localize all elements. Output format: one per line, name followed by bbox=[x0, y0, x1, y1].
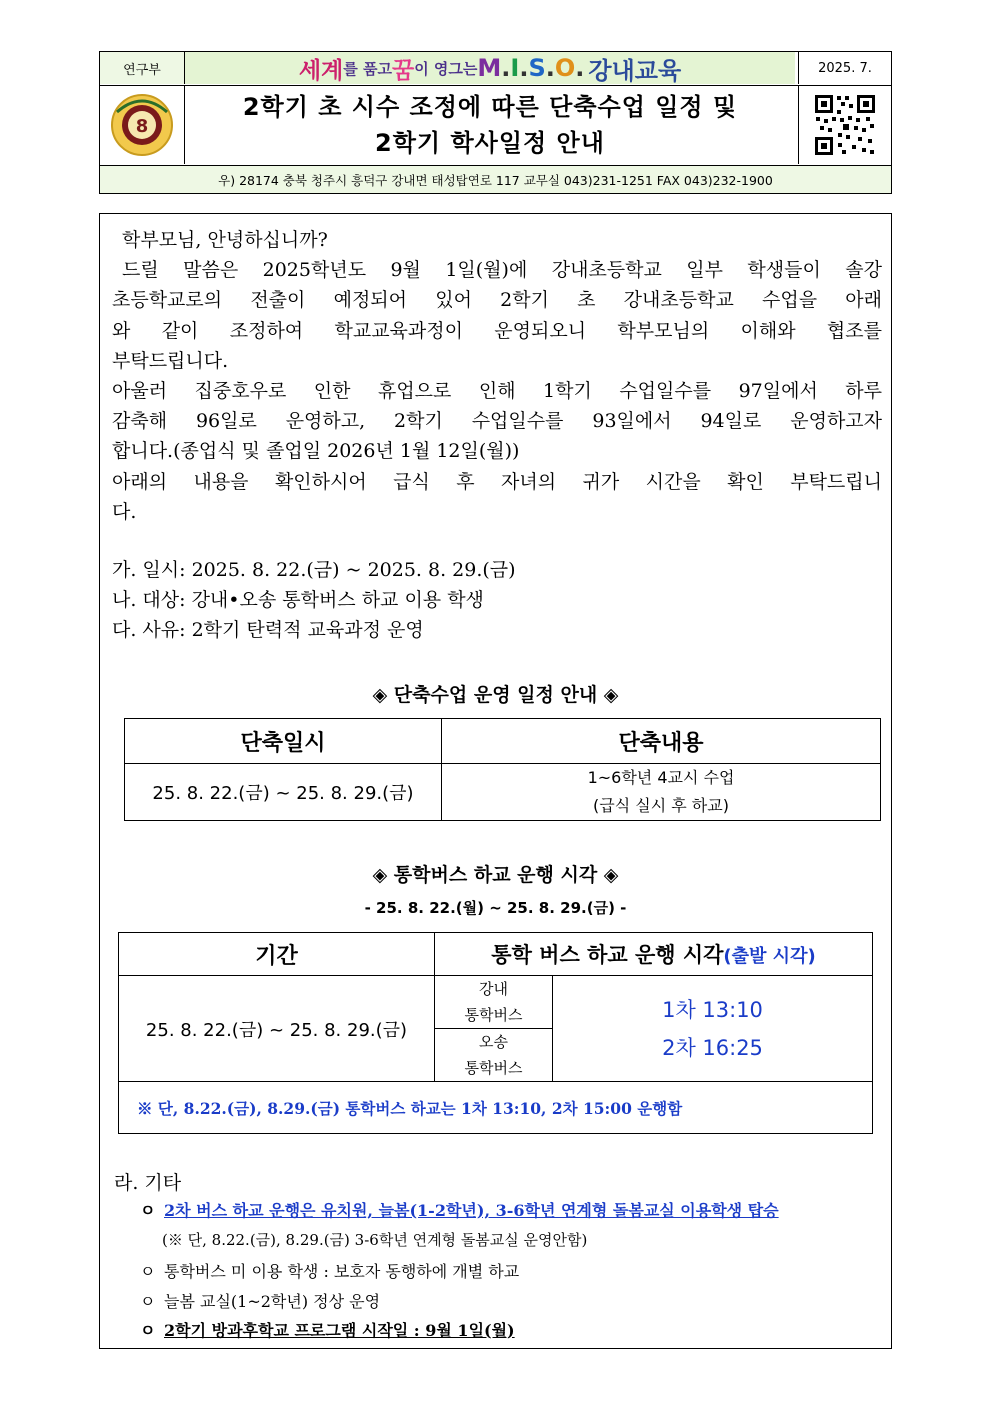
bus-note: ※ 단, 8.22.(금), 8.29.(금) 통학버스 하교는 1차 13:10, 2차 15:00 운행함 bbox=[119, 1082, 873, 1134]
letterhead bbox=[99, 51, 892, 194]
bus-time-second: 2차 16:25 bbox=[662, 1035, 763, 1060]
bus-route-osong bbox=[435, 1029, 553, 1082]
title-line-1: 2학기 초 시수 조정에 따른 단축수업 일정 및 bbox=[242, 93, 738, 121]
details-list bbox=[112, 555, 882, 646]
bus-table bbox=[118, 932, 873, 1134]
bullet-icon: ㅇ bbox=[140, 1262, 156, 1281]
bus-heading: ◈ 통학버스 하교 운행 시각 ◈ bbox=[372, 864, 619, 886]
schedule-col-date: 단축일시 bbox=[125, 719, 442, 764]
intro-line: 부탁드립니다. bbox=[112, 349, 229, 372]
etc-item-4 bbox=[140, 1318, 515, 1341]
slogan-dot: . bbox=[545, 54, 555, 82]
bus-route-label: 강내 bbox=[479, 980, 508, 998]
page-title bbox=[185, 86, 795, 164]
etc-heading: 라. 기타 bbox=[114, 1172, 182, 1194]
etc-item-text: 통학버스 미 이용 학생 : 보호자 동행하에 개별 하교 bbox=[164, 1262, 520, 1281]
letterhead-title-row bbox=[100, 86, 891, 166]
bus-subheading: - 25. 8. 22.(월) ~ 25. 8. 29.(금) - bbox=[364, 899, 627, 917]
etc-item-1 bbox=[140, 1198, 779, 1221]
intro-text bbox=[112, 225, 882, 527]
slogan-part: 강내교육 bbox=[588, 56, 682, 85]
schedule-heading: ◈ 단축수업 운영 일정 안내 ◈ bbox=[372, 684, 619, 706]
slogan-letter-o: O bbox=[554, 54, 576, 82]
bullet-icon: ㅇ bbox=[140, 1321, 156, 1340]
bus-route-label: 오송 bbox=[479, 1033, 508, 1051]
slogan-part: 꿈 bbox=[391, 57, 415, 84]
slogan-dot: . bbox=[519, 54, 529, 82]
slogan-letter-i: I bbox=[510, 54, 520, 82]
bullet-icon: ㅇ bbox=[140, 1201, 156, 1220]
bus-time-first: 1차 13:10 bbox=[662, 997, 763, 1022]
bus-col-time-main: 통학 버스 하교 운행 시각 bbox=[491, 943, 724, 967]
slogan-dot: . bbox=[575, 54, 585, 82]
bus-route-label: 통학버스 bbox=[464, 1006, 523, 1024]
intro-line: 다. bbox=[112, 500, 137, 523]
etc-item-text: 2학기 방과후학교 프로그램 시작일 : 9월 1일(월) bbox=[164, 1321, 515, 1340]
schedule-content bbox=[442, 764, 881, 821]
intro-line: 합니다.(종업식 및 졸업일 2026년 1월 12일(월)) bbox=[112, 440, 520, 463]
etc-item-text: 늘봄 교실(1~2학년) 정상 운영 bbox=[164, 1292, 381, 1311]
bus-period: 25. 8. 22.(금) ~ 25. 8. 29.(금) bbox=[119, 976, 435, 1082]
detail-reason: 다. 사유: 2학기 탄력적 교육과정 운영 bbox=[112, 619, 424, 642]
letterhead-top-row bbox=[100, 52, 891, 86]
intro-line: 감축해 96일로 운영하고, 2학기 수업일수를 93일에서 94일로 운영하고자 bbox=[112, 410, 882, 433]
greeting: 학부모님, 안녕하십니까? bbox=[122, 229, 328, 251]
slogan-letter-s: S bbox=[528, 54, 546, 82]
bus-col-period: 기간 bbox=[119, 933, 435, 976]
bus-route-label: 통학버스 bbox=[464, 1059, 523, 1077]
schedule-content-line: 1~6학년 4교시 수업 bbox=[587, 768, 735, 787]
etc-item-1-note: (※ 단, 8.22.(금), 8.29.(금) 3-6학년 연계형 돌봄교실 운영안함) bbox=[162, 1231, 588, 1249]
intro-line: 와 같이 조정하여 학교교육과정이 운영되오니 학부모님의 이해와 협조를 bbox=[112, 319, 882, 342]
department-label: 연구부 bbox=[100, 52, 185, 84]
etc-item-3 bbox=[140, 1289, 380, 1312]
intro-line: 드릴 말씀은 2025학년도 9월 1일(월)에 강내초등학교 일부 학생들이 솔강 bbox=[122, 259, 882, 282]
school-logo-icon bbox=[100, 86, 185, 164]
bus-route-gangnae bbox=[435, 976, 553, 1029]
intro-line: 아울러 집중호우로 인한 휴업으로 인해 1학기 수업일수를 97일에서 하루 bbox=[112, 380, 882, 403]
bus-col-time bbox=[435, 933, 873, 976]
slogan-part: 세계 bbox=[298, 57, 344, 84]
schedule-table bbox=[124, 718, 881, 821]
etc-item-text: 2차 버스 하교 운행은 유치원, 늘봄(1-2학년), 3-6학년 연계형 돌봄교실 이용학생 탑승 bbox=[164, 1201, 779, 1220]
schedule-content-line: (급식 실시 후 하교) bbox=[593, 796, 729, 815]
slogan-part: 를 품고 bbox=[343, 59, 392, 78]
intro-line: 초등학교로의 전출이 예정되어 있어 2학기 초 강내초등학교 수업을 아래 bbox=[112, 289, 882, 312]
bullet-icon: ㅇ bbox=[140, 1292, 156, 1311]
schedule-col-content: 단축내용 bbox=[442, 719, 881, 764]
document-date: 2025. 7. bbox=[798, 52, 891, 84]
school-address: 우) 28174 충북 청주시 흥덕구 강내면 태성탑연로 117 교무실 043)231-1251 FAX 043)232-1900 bbox=[100, 166, 891, 193]
bus-col-time-sub: (출발 시각) bbox=[723, 946, 816, 967]
svg-text:8: 8 bbox=[135, 116, 149, 137]
intro-line: 아래의 내용을 확인하시어 급식 후 자녀의 귀가 시간을 확인 부탁드립니 bbox=[112, 470, 882, 493]
bus-times bbox=[553, 976, 873, 1082]
detail-target: 나. 대상: 강내•오송 통학버스 하교 이용 학생 bbox=[112, 589, 484, 612]
slogan-part: 이 영그는 bbox=[414, 59, 478, 78]
qr-code-icon[interactable] bbox=[798, 86, 891, 164]
etc-item-2 bbox=[140, 1259, 519, 1282]
school-slogan bbox=[185, 52, 795, 84]
slogan-letter-m: M bbox=[477, 54, 502, 82]
schedule-date: 25. 8. 22.(금) ~ 25. 8. 29.(금) bbox=[125, 764, 442, 821]
slogan-dot: . bbox=[501, 54, 511, 82]
title-line-2: 2학기 학사일정 안내 bbox=[375, 129, 605, 157]
detail-date: 가. 일시: 2025. 8. 22.(금) ~ 2025. 8. 29.(금) bbox=[112, 559, 516, 581]
